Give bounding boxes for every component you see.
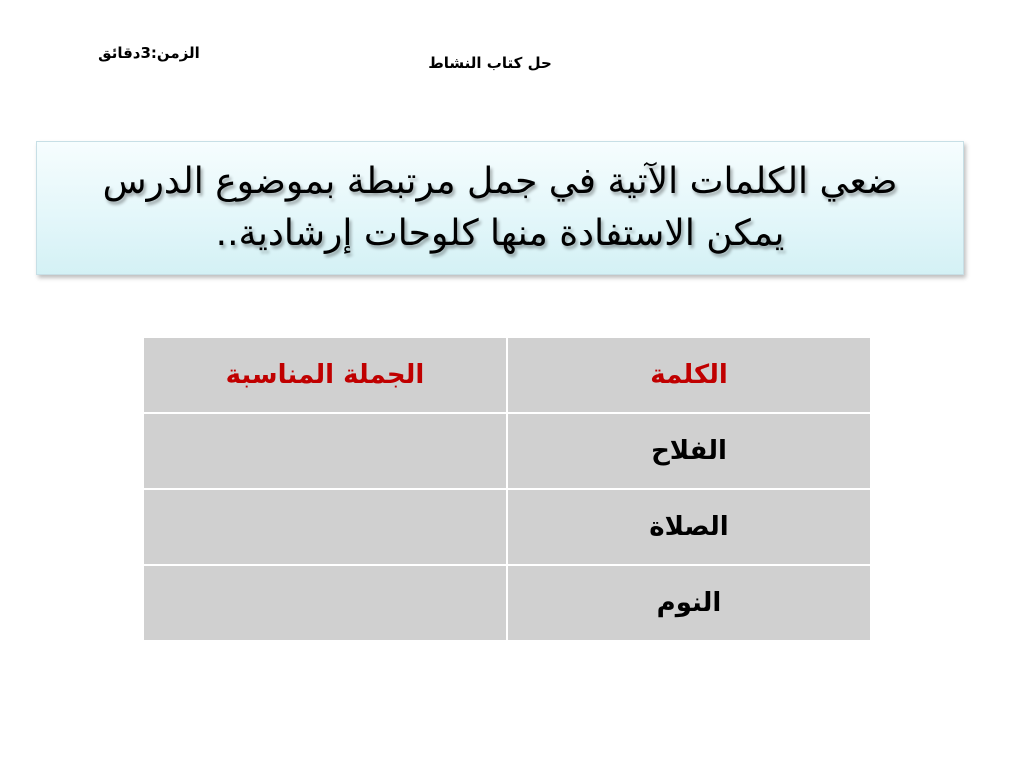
table-row xyxy=(143,413,871,489)
word-cell: الفلاح xyxy=(507,413,871,489)
table-header-row xyxy=(143,337,871,413)
instruction-box xyxy=(36,141,964,275)
instruction-line-2: يمكن الاستفادة منها كلوحات إرشادية.. xyxy=(215,213,785,254)
table-row xyxy=(143,565,871,641)
instruction-line-1: ضعي الكلمات الآتية في جمل مرتبطة بموضوع الدرس xyxy=(102,161,898,202)
words-table xyxy=(142,336,872,642)
header-word: الكلمة xyxy=(507,337,871,413)
word-cell: الصلاة xyxy=(507,489,871,565)
sentence-cell xyxy=(143,489,507,565)
word-cell: النوم xyxy=(507,565,871,641)
sentence-cell xyxy=(143,565,507,641)
table-row xyxy=(143,489,871,565)
sentence-cell xyxy=(143,413,507,489)
activity-title: حل كتاب النشاط xyxy=(428,54,552,72)
time-label: الزمن:3دقائق xyxy=(98,44,200,62)
header-sentence: الجملة المناسبة xyxy=(143,337,507,413)
